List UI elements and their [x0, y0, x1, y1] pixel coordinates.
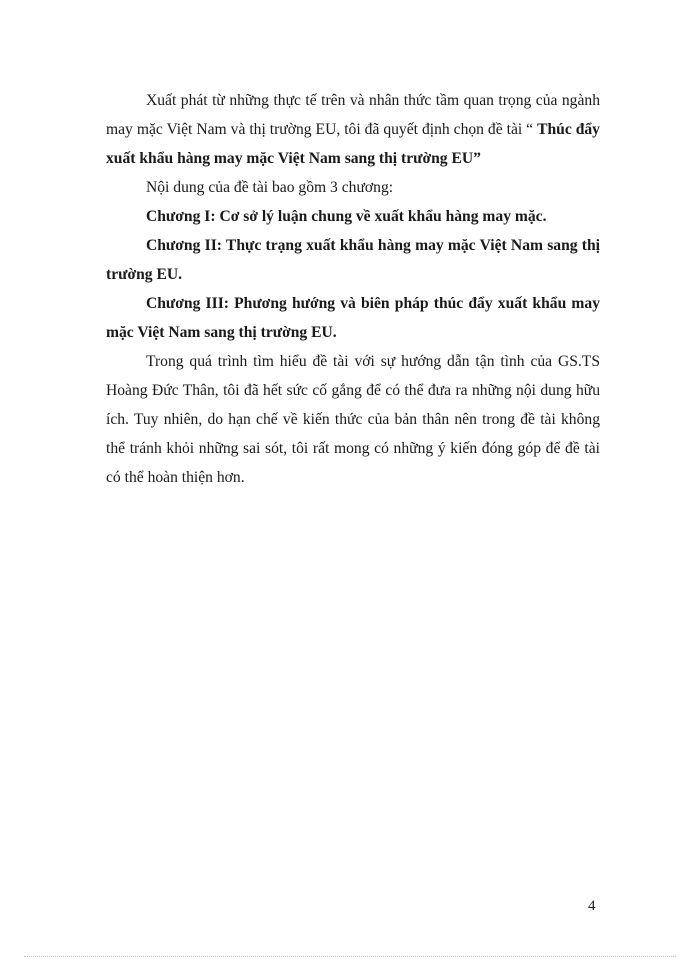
chapter-2: Chương II: Thực trạng xuất khẩu hàng may mặc Việt Nam sang thị trường EU. [106, 237, 600, 283]
closing-paragraph: Trong quá trình tìm hiểu đề tài với sự hướng dẫn tận tình của GS.TS Hoàng Đức Thân, tôi đã hết sức cố gắng để có thể đưa ra những nội dung hữu ích. Tuy nhiên, do hạn chế về kiến thức của bản thân nên trong đề tài không thể tránh khỏi những sai sót, tôi rất mong có những ý kiến đóng góp để đề tài có thể hoàn thiện hơn. [106, 353, 600, 486]
chapter-1: Chương I: Cơ sở lý luận chung về xuất khẩu hàng may mặc. [146, 208, 547, 225]
chapter-3: Chương III: Phương hướng và biên pháp thúc đẩy xuất khẩu may mặc Việt Nam sang thị trường EU. [106, 295, 600, 341]
contents-intro: Nội dung của đề tài bao gồm 3 chương: [146, 179, 394, 196]
intro-paragraph [106, 86, 600, 173]
topic-title: Thúc đẩy xuất khẩu hàng may mặc Việt Nam sang thị trường EU” [106, 121, 600, 167]
intro-text: Xuất phát từ những thực tế trên và nhân thức tầm quan trọng của ngành may mặc Việt Nam và thị trường EU, tôi đã quyết định chọn đề tài “ [106, 92, 600, 138]
page-body [106, 86, 600, 492]
page-number: 4 [588, 898, 596, 914]
page-bottom-rule [24, 956, 676, 957]
